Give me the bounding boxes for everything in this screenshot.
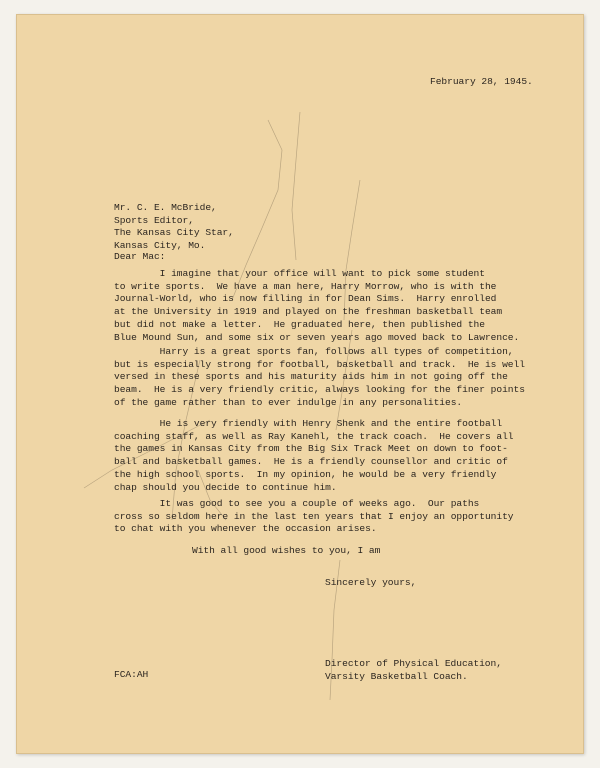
body-line: versed in these sports and his maturity aids him in not going off the [114,371,508,383]
address-line: Mr. C. E. McBride, [114,202,217,213]
body-line: ball and basketball games. He is a friendly counsellor and critic of [114,456,508,468]
address-line: The Kansas City Star, [114,227,234,239]
body-paragraph [114,498,514,536]
body-line: beam. He is a very friendly critic, always looking for the finer points [114,384,525,396]
body-paragraph [114,268,519,344]
signoff: Sincerely yours, [325,577,417,588]
letter-date: February 28, 1945. [430,76,533,87]
address-line: Kansas City, Mo. [114,240,206,252]
body-line: the high school sports. In my opinion, he would be a very friendly [114,468,497,480]
signature-title [325,658,502,683]
body-line: Journal-World, who is now filling in for Dean Sims. Harry enrolled [114,293,497,305]
body-paragraph [114,346,525,410]
body-line: I imagine that your office will want to pick some student [114,268,485,279]
body-line: It was good to see you a couple of weeks ago. Our paths [114,498,480,509]
body-line: to write sports. We have a man here, Harry Morrow, who is with the [114,280,497,292]
title-line: Director of Physical Education, [325,658,502,669]
recipient-address [114,202,234,253]
body-line: to chat with you whenever the occasion arises. [114,523,377,535]
body-paragraph [114,418,514,494]
body-line: of the game rather than to ever indulge in any personalities. [114,396,463,408]
body-line: Blue Mound Sun, and some six or seven years ago moved back to Lawrence. [114,331,520,343]
body-line: chap should you decide to continue him. [114,481,337,493]
body-line: cross so seldom here in the last ten years that I enjoy an opportunity [114,510,514,522]
typist-initials: FCA:AH [114,669,149,680]
body-line: the games in Kansas City from the Big Six Track Meet on down to foot- [114,443,508,455]
closing-line: With all good wishes to you, I am [192,545,381,556]
body-line: He is very friendly with Henry Shenk and the entire football [114,418,503,429]
body-line: at the University in 1919 and played on the freshman basketball team [114,306,503,318]
body-line: but is especially strong for football, basketball and track. He is well [114,358,525,370]
body-line: Harry is a great sports fan, follows all types of competition, [114,346,514,357]
body-line: but did not make a letter. He graduated here, then published the [114,318,485,330]
salutation: Dear Mac: [114,251,166,262]
body-line: coaching staff, as well as Ray Kanehl, the track coach. He covers all [114,430,514,442]
title-line: Varsity Basketball Coach. [325,670,468,682]
address-line: Sports Editor, [114,214,194,226]
